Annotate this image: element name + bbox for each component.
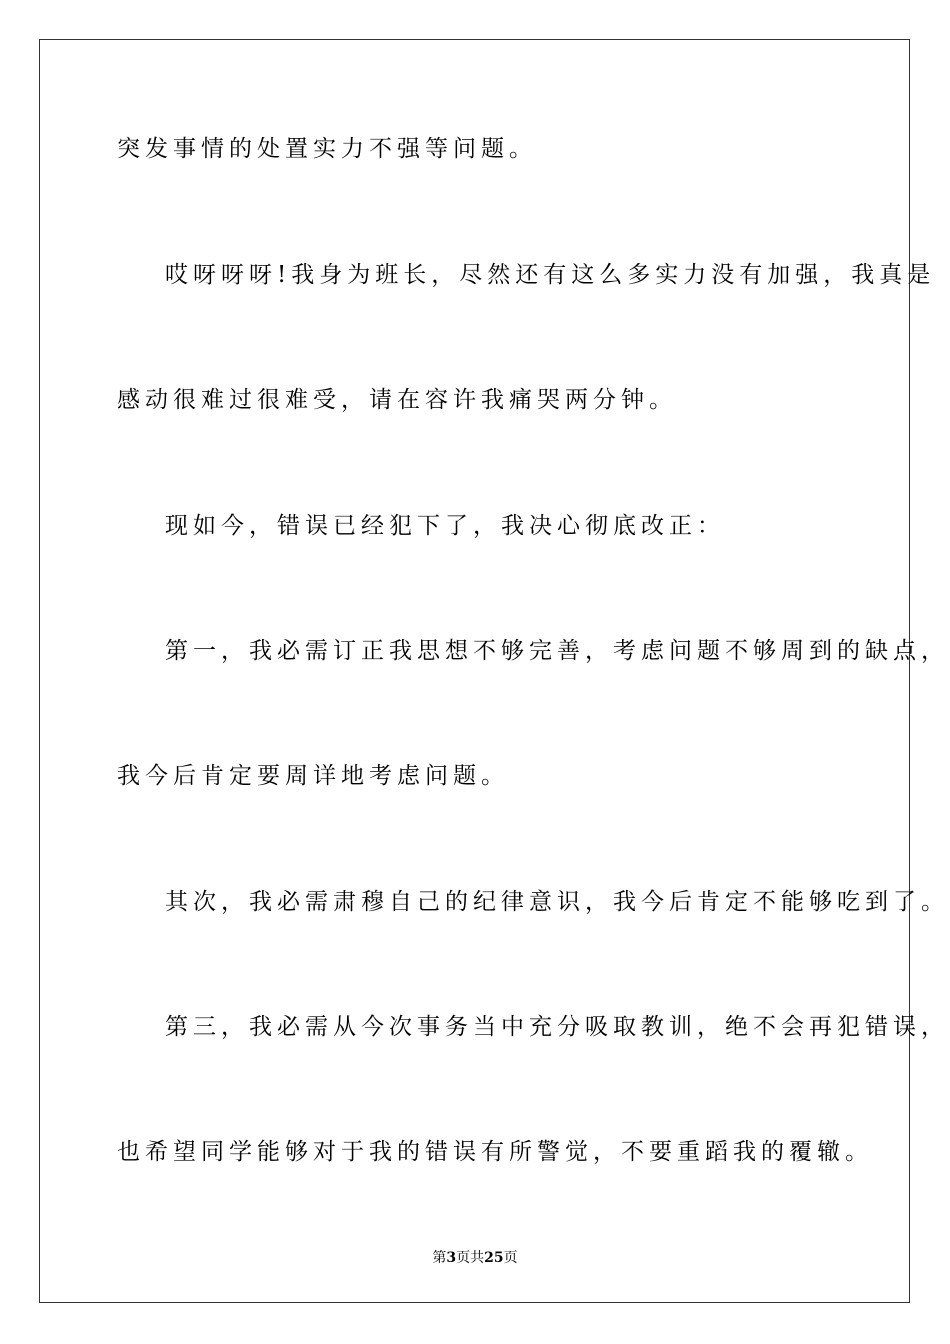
footer-page-suffix: 页 xyxy=(456,1250,471,1266)
body-line: 突发事情的处置实力不强等问题。 xyxy=(117,136,537,162)
body-line: 第一，我必需订正我思想不够完善，考虑问题不够周到的缺点， xyxy=(165,638,949,664)
footer-page-prefix: 第 xyxy=(432,1250,447,1266)
body-line: 第三，我必需从今次事务当中充分吸取教训，绝不会再犯错误， xyxy=(165,1014,949,1040)
footer-page-number: 3 xyxy=(446,1250,457,1266)
footer-total-prefix: 共 xyxy=(470,1250,485,1266)
body-line: 哎呀呀呀!我身为班长，尽然还有这么多实力没有加强，我真是 xyxy=(165,262,936,288)
body-line: 现如今，错误已经犯下了，我决心彻底改正： xyxy=(165,513,725,539)
body-line: 其次，我必需肃穆自己的纪律意识，我今后肯定不能够吃到了。 xyxy=(165,889,949,915)
footer-total-pages: 25 xyxy=(484,1250,504,1266)
page-footer xyxy=(0,1247,950,1267)
footer-total-suffix: 页 xyxy=(503,1250,518,1266)
body-line: 感动很难过很难受，请在容许我痛哭两分钟。 xyxy=(117,387,677,413)
page-border xyxy=(39,39,910,1303)
body-line: 也希望同学能够对于我的错误有所警觉，不要重蹈我的覆辙。 xyxy=(117,1139,873,1165)
body-line: 我今后肯定要周详地考虑问题。 xyxy=(117,763,509,789)
